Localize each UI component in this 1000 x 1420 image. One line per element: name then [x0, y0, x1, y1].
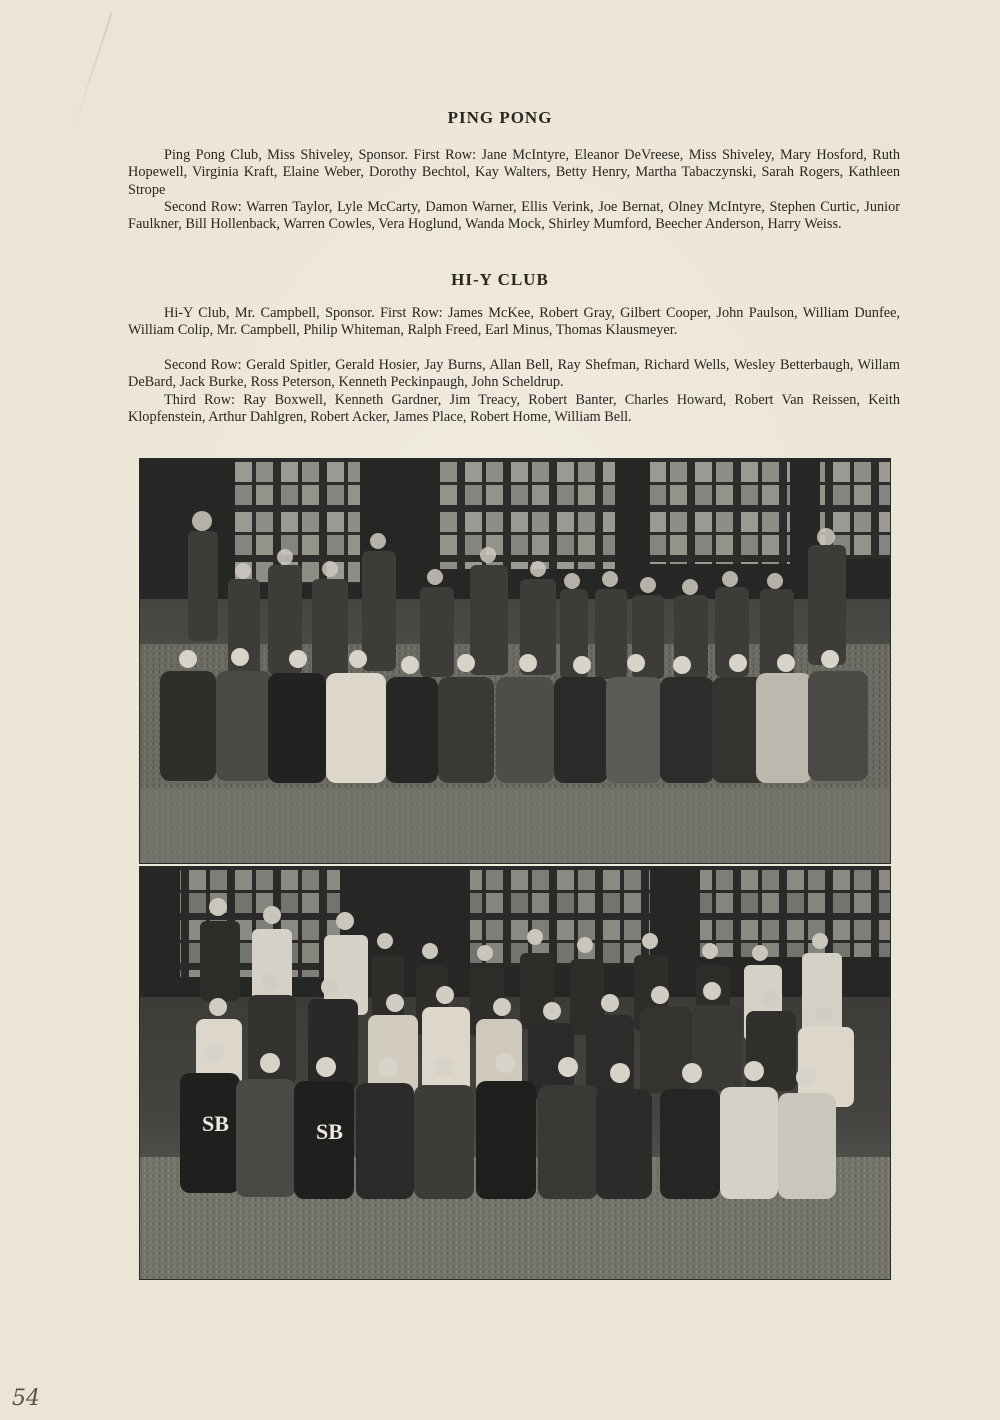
ping-pong-title: PING PONG — [447, 108, 553, 127]
hi-y-second-row: Second Row: Gerald Spitler, Gerald Hosier, Jay Burns, Allan Bell, Ray Shefman, Richard Wells, Wesley Betterbaugh, Willam DeBard, Jack Burke, Ross Peterson, Kenneth Peckinpaugh, John Scheldrup. — [128, 357, 900, 391]
hi-y-club-photo — [139, 866, 891, 1280]
hi-y-first-row: Hi-Y Club, Mr. Campbell, Sponsor. First Row: James McKee, Robert Gray, Gilbert Cooper, John Paulson, William Dunfee, William Colip, Mr. Campbell, Philip Whiteman, Ralph Freed, Earl Minus, Thomas Klausmeyer. — [128, 305, 900, 339]
hi-y-third-row: Third Row: Ray Boxwell, Kenneth Gardner, Jim Treacy, Robert Banter, Charles Howard, Robert Van Reissen, Keith Klopfenstein, Arthur Dahlgren, Robert Acker, James Place, Robert Home, William Bell. — [128, 392, 900, 426]
hi-y-title: HI-Y CLUB — [451, 270, 549, 289]
svg-text:SB: SB — [316, 1119, 343, 1144]
svg-text:SB: SB — [202, 1111, 229, 1136]
ping-pong-photo-image — [140, 459, 890, 863]
page-number: 54 — [12, 1386, 40, 1411]
ping-pong-first-row: Ping Pong Club, Miss Shiveley, Sponsor. First Row: Jane McIntyre, Eleanor DeVreese, Miss Shiveley, Mary Hosford, Ruth Hopewell, Virginia Kraft, Elaine Weber, Dorothy Bechtol, Kay Walters, Betty Henry, Martha Tabaczynski, Sarah Rogers, Kathleen Strope — [128, 147, 900, 198]
ping-pong-club-photo — [139, 458, 891, 864]
ping-pong-second-row: Second Row: Warren Taylor, Lyle McCarty, Damon Warner, Ellis Verink, Joe Bernat, Olney McIntyre, Stephen Curtic, Junior Faulkner, Bill Hollenback, Warren Cowles, Vera Hoglund, Wanda Mock, Shirley Mumford, Beecher Anderson, Harry Weiss. — [128, 199, 900, 233]
hi-y-photo-image — [140, 867, 890, 1279]
